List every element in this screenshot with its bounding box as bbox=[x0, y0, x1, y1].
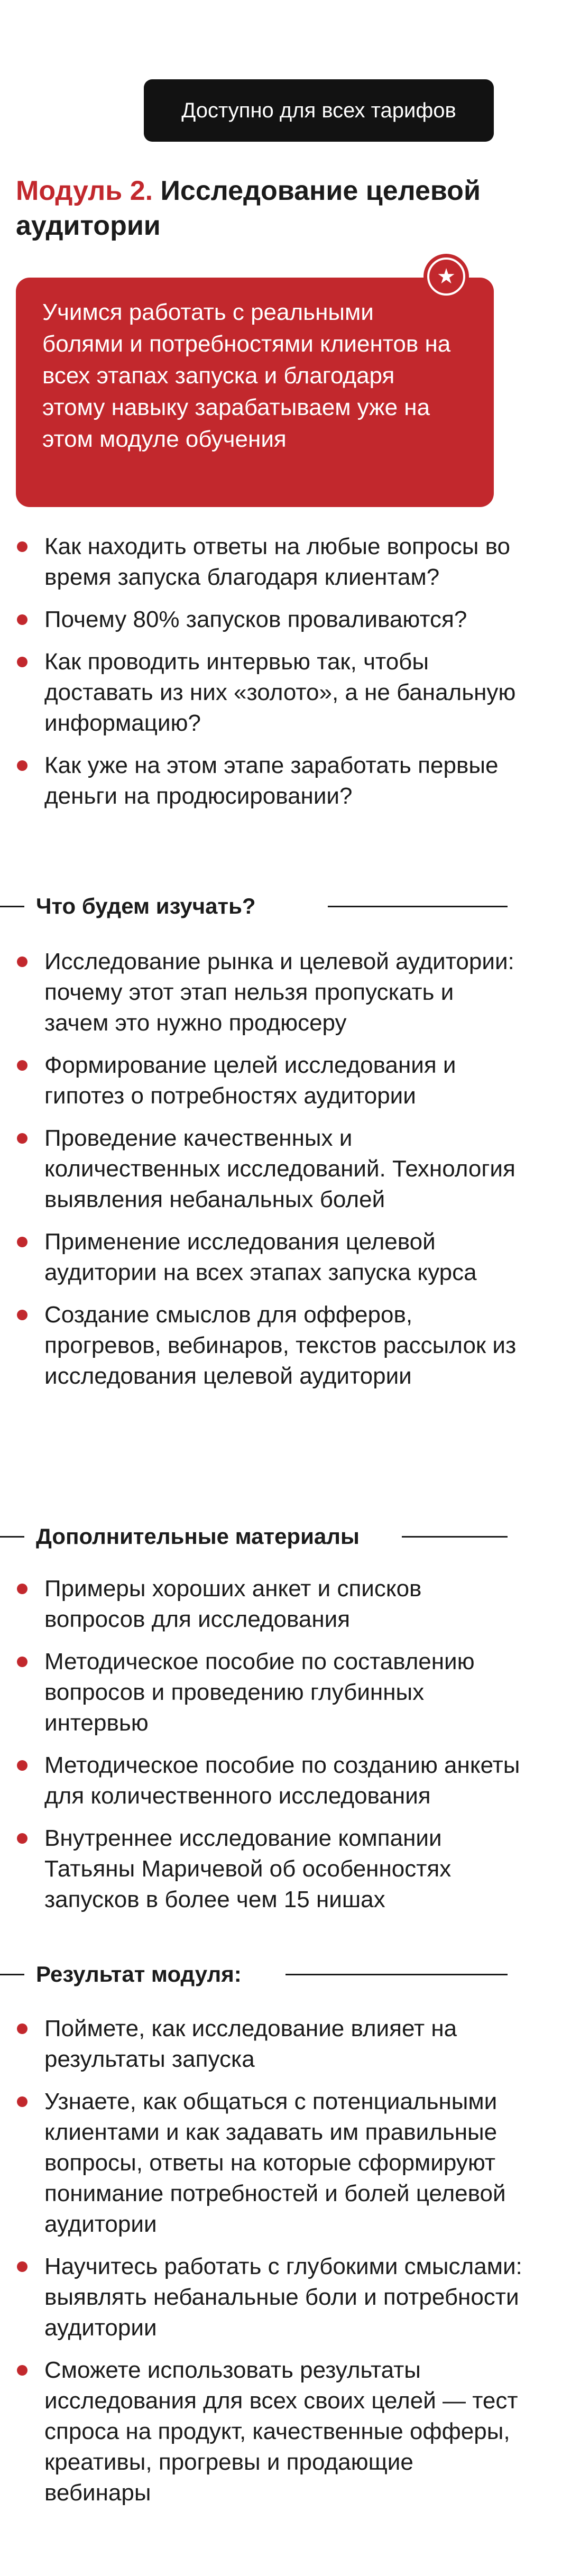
bullet-dot-icon bbox=[17, 2365, 27, 2376]
section-heading-extra bbox=[0, 1521, 571, 1552]
list-item: Проведение качественных и количественных исследований. Технология выявления небанальных болей bbox=[16, 1123, 523, 1215]
bullet-dot-icon bbox=[17, 1133, 27, 1144]
divider-line bbox=[286, 1974, 508, 1975]
intro-text: Учимся работать с реальными болями и потребностями клиентов на всех этапах запуска и благодаря этому навыку зарабатываем уже на этом модуле обучения bbox=[42, 299, 451, 452]
module-number: Модуль 2. bbox=[16, 176, 153, 206]
module-title bbox=[16, 173, 523, 243]
list-item: Как уже на этом этапе заработать первые деньги на продюсировании? bbox=[16, 750, 523, 812]
result-list bbox=[16, 2013, 523, 2520]
list-item: Научитесь работать с глубокими смыслами: выявлять небанальные боли и потребности аудитории bbox=[16, 2251, 523, 2343]
section-title: Результат модуля: bbox=[36, 1958, 254, 1990]
bullet-dot-icon bbox=[17, 541, 27, 552]
list-item: Формирование целей исследования и гипотез о потребностях аудитории bbox=[16, 1050, 523, 1111]
question-list bbox=[16, 531, 523, 823]
study-list bbox=[16, 946, 523, 1403]
bullet-dot-icon bbox=[17, 1060, 27, 1071]
section-heading-study bbox=[0, 890, 571, 922]
bullet-dot-icon bbox=[17, 1584, 27, 1594]
list-item: Примеры хороших анкет и списков вопросов для исследования bbox=[16, 1574, 523, 1635]
section-title: Дополнительные материалы bbox=[36, 1521, 372, 1552]
list-item: Методическое пособие по составлению вопросов и проведению глубинных интервью bbox=[16, 1646, 523, 1738]
divider-line bbox=[402, 1536, 508, 1538]
bullet-dot-icon bbox=[17, 2261, 27, 2272]
list-item: Исследование рынка и целевой аудитории: почему этот этап нельзя пропускать и зачем это нужно продюсеру bbox=[16, 946, 523, 1038]
divider-line bbox=[0, 1974, 24, 1975]
divider-line bbox=[0, 1536, 24, 1538]
list-item: Применение исследования целевой аудитории на всех этапах запуска курса bbox=[16, 1227, 523, 1288]
intro-card bbox=[16, 278, 494, 507]
bullet-dot-icon bbox=[17, 1833, 27, 1844]
bullet-dot-icon bbox=[17, 2096, 27, 2107]
list-item: Методическое пособие по созданию анкеты для количественного исследования bbox=[16, 1750, 523, 1811]
star-badge bbox=[423, 254, 469, 299]
list-item: Узнаете, как общаться с потенциальными клиентами и как задавать им правильные вопросы, ответы на которые сформируют понимание потребностей и болей целевой аудитории bbox=[16, 2086, 523, 2240]
extra-materials-list bbox=[16, 1574, 523, 1927]
bullet-dot-icon bbox=[17, 956, 27, 967]
divider-line bbox=[328, 906, 508, 907]
tariff-availability-badge bbox=[144, 79, 494, 142]
bullet-dot-icon bbox=[17, 760, 27, 771]
list-item: Как находить ответы на любые вопросы во время запуска благодаря клиентам? bbox=[16, 531, 523, 593]
list-item: Поймете, как исследование влияет на результаты запуска bbox=[16, 2013, 523, 2075]
tariff-badge-label: Доступно для всех тарифов bbox=[181, 98, 456, 122]
section-title: Что будем изучать? bbox=[36, 890, 269, 922]
bullet-dot-icon bbox=[17, 614, 27, 625]
list-item: Почему 80% запусков проваливаются? bbox=[16, 604, 523, 635]
bullet-dot-icon bbox=[17, 1237, 27, 1247]
list-item: Внутреннее исследование компании Татьяны Маричевой об особенностях запусков в более чем 15 нишах bbox=[16, 1823, 523, 1915]
module-name: Исследование целевой аудитории bbox=[16, 176, 481, 241]
divider-line bbox=[0, 906, 24, 907]
bullet-dot-icon bbox=[17, 1760, 27, 1771]
bullet-dot-icon bbox=[17, 2023, 27, 2034]
star-icon: ★ bbox=[427, 257, 465, 296]
list-item: Как проводить интервью так, чтобы доставать из них «золото», а не банальную информацию? bbox=[16, 647, 523, 739]
list-item: Создание смыслов для офферов, прогревов, вебинаров, текстов рассылок из исследования целевой аудитории bbox=[16, 1300, 523, 1392]
bullet-dot-icon bbox=[17, 1310, 27, 1320]
section-heading-result bbox=[0, 1958, 571, 1990]
list-item: Сможете использовать результаты исследования для всех своих целей — тест спроса на продукт, качественные офферы, креативы, прогревы и продающие вебинары bbox=[16, 2355, 523, 2508]
bullet-dot-icon bbox=[17, 657, 27, 667]
bullet-dot-icon bbox=[17, 1657, 27, 1667]
